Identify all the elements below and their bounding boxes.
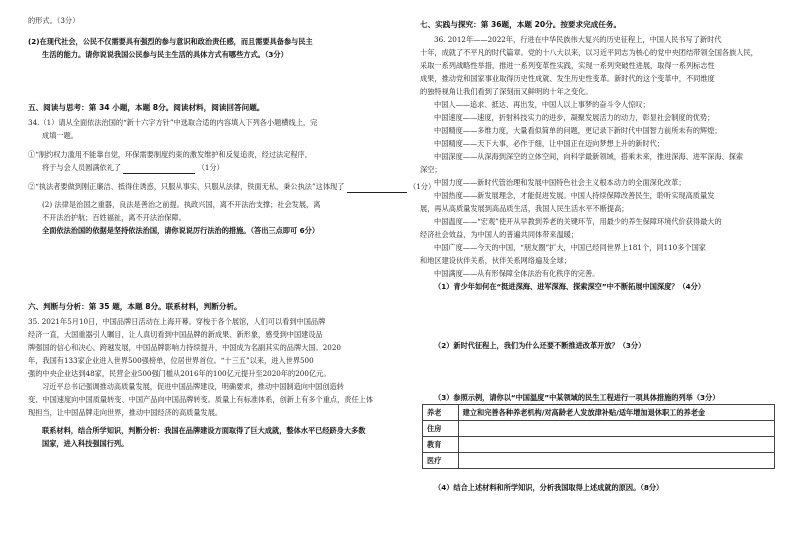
q34-item1-text: 将于与会人员圆满依礼了 bbox=[42, 163, 122, 172]
q36-material-line9: 中国精度——天下大事，必作于细，让中国正在迈向梦想上升的新时代； bbox=[434, 139, 665, 148]
q34-item1-line2 bbox=[28, 161, 224, 174]
q34-part2-line1: (2) 法律是治国之重器，良法是善治之前提。执政兴国，离不开法治支撑；社会发展，离 bbox=[42, 200, 321, 209]
section-5-title: 五、阅读与思考：第 34 小题，本题 8分。阅读材料，阅读回答问题。 bbox=[28, 103, 265, 112]
table-answer-education[interactable] bbox=[458, 437, 774, 453]
section-6-title: 六、判断与分析：第 35 题，本题 8分。联系材料，判断分析。 bbox=[28, 302, 242, 311]
q35-material-line5: 强的中央企业达到48家，民营企业500强门槛从2016年的100亿元提升至2020年的200亿元。 bbox=[28, 369, 331, 378]
q34-item1-line1: ①“制约权力滥用不能靠自觉，环保需要制度约束的激发维护和反复追责，经过法定程序， bbox=[28, 150, 312, 159]
q36-material-line19: 中国满度——从有形保障全体法治有化秩序的完善。 bbox=[434, 269, 600, 278]
q34-item1-score: （1分） bbox=[197, 163, 224, 172]
table-example-answer: 建立和完善各种养老机构/对高龄老人发放津补贴/适年增加退休职工的养老金 bbox=[458, 405, 774, 421]
q36-subquestion-4: （4）结合上述材料和所学知识，分析我国取得上述成就的原因。（8分） bbox=[434, 483, 664, 492]
q36-material-line1: 36. 2012年——2022年，行进在中华民族伟大复兴的历史征程上，中国人民书写了新时代 bbox=[434, 35, 722, 44]
q36-material-line15: 中国温度——“宏观”使开从早教到养老的关键环节，用最少的养生保障环境代价获得最大的 bbox=[434, 217, 722, 226]
q36-material-line3: 采取一系列战略性举措，推进一系列变革性实践，实现一系列突破性进展，取得一系列标志性 bbox=[420, 61, 715, 70]
q35-material-line7: 变、中国速度向中国质量转变、中国产品向中国品牌转变。质量上有标准体系，创新上有多个重点，责任上体 bbox=[28, 395, 374, 404]
livelihood-table bbox=[422, 404, 775, 469]
q36-material-line7: 中国速度——速度，折射科技实力的进步，凝聚发展活力的动力，彰显社会制度的优势； bbox=[434, 113, 715, 122]
table-answer-housing[interactable] bbox=[458, 421, 774, 437]
q35-material-line3: 牌强国的信心和决心。跨越发展，中国品牌影响力持续提升，中国成为名副其实的品牌大国。2020 bbox=[28, 343, 341, 352]
q36-material-line17: 中国广度——今天的中国，“朋友圈”扩大，中国已经同世界上181个，同110多个国家 bbox=[434, 243, 706, 252]
q36-material-line14: 展，再从高质量发展到高品质生活，我国人民生活水平不断提高； bbox=[420, 204, 629, 213]
q34-prompt-line2: 成填一题。 bbox=[42, 131, 78, 140]
q36-material-line2: 十年，成就了不平凡的时代篇章。党的十八大以来，以习近平同志为核心的党中央团结带领全国各族人民， bbox=[420, 48, 758, 57]
q35-question-line2: 国家，进入科技强国行列。 bbox=[42, 439, 129, 448]
q35-material-line2: 经济一直，大国重器引人瞩目，让人真切看到中国品牌的新成果、新形象，感受到中国建设品 bbox=[28, 330, 323, 339]
q36-material-line13: 中国热度——新发展理念，才能促进发展。中国人持续保障改善民生，聆听实现高质量发 bbox=[434, 191, 715, 200]
table-label-medical: 医疗 bbox=[423, 453, 459, 469]
q34-item2-line bbox=[28, 180, 435, 193]
q35-material-line1: 35. 2021年5月10日，中国品牌日活动在上海开幕。穿梭于各个展馆，人们可以看到中国品牌 bbox=[28, 317, 326, 326]
q34-item2-score: （1分） bbox=[409, 182, 436, 191]
table-answer-medical[interactable] bbox=[458, 453, 774, 469]
q35-material-line4: 年，我国有133家企业进入世界500强榜单，位居世界首位。“十三五”以来，进入世界500 bbox=[28, 356, 314, 365]
q34-part2-line3: 全面依法治国的依据是坚持依法治国，请你说说厉行法治的措施。（答出三点即可 6分） bbox=[42, 226, 320, 235]
table-row bbox=[423, 437, 775, 453]
q35-question-line1: 联系材料，结合所学知识，判断分析：我国在品牌建设方面取得了巨大成就，整体水平已经跻身大多数 bbox=[42, 426, 366, 435]
table-row bbox=[423, 421, 775, 437]
table-row bbox=[423, 405, 775, 421]
q36-subquestion-2: （2）新时代征程上，我们为什么还要不断推进改革开放？（3分） bbox=[434, 341, 646, 350]
q34-part2-line2: 不开法治护航；百姓福祉，离不开法治保障。 bbox=[42, 213, 186, 222]
q36-material-line4: 成果，推动党和国家事业取得历史性成就、发生历史性变革。新时代的这个变革中，不同维度 bbox=[420, 74, 715, 83]
q36-material-line5: 的独特视角让我们看到了深刻而又鲜明的十年之变化。 bbox=[420, 87, 593, 96]
section-7-title: 七、实践与探究：第 36题，本题 20分。按要求完成任务。 bbox=[420, 20, 622, 29]
q36-material-line8: 中国精度——多维力度，大量看似简单的问题，更记录下新时代中国智力前所未有的辉煌； bbox=[434, 126, 722, 135]
q36-material-line6: 中国人——追求、抵达、再出发，中国人以上事梦的奋斗令人惊叹； bbox=[434, 100, 650, 109]
q35-material-line6: 习近平总书记强调推动高质量发展，促进中国品牌建设，明确要求，推动中国制造向中国创造转 bbox=[42, 382, 344, 391]
table-row bbox=[423, 453, 775, 469]
q34-item1-blank[interactable] bbox=[123, 165, 195, 174]
table-label-education: 教育 bbox=[423, 437, 459, 453]
q36-subquestion-3: （3）参照示例，请你以“中国温度”中某领域的民生工程进行一项具体措施的列举（3分） bbox=[434, 393, 720, 402]
q34-item2-text: ②“执法者要做到刚正廉洁、抵得住诱惑，只服从事实，只服从法律，铁面无私，秉公执法”这体现了 bbox=[28, 182, 345, 191]
q36-material-line18: 和地区建设伙伴关系，伙伴关系网络遍及全球； bbox=[420, 256, 571, 265]
table-label-housing: 住房 bbox=[423, 421, 459, 437]
q36-material-line10: 中国深度——从深海到深空的立体空间，向科学最新领域，搭乘未来，推进深海、进军深海、探索 bbox=[434, 152, 744, 161]
table-label-elderly-care: 养老 bbox=[423, 405, 459, 421]
q33-part2-line2: 生活的能力。请你说说我国公民参与民主生活的具体方式有哪些方式。（3分） bbox=[42, 50, 288, 59]
q35-material-line8: 现担当，让中国品牌走向世界，推动中国经济的高质量发展。 bbox=[28, 408, 223, 417]
q34-prompt-line1: 34.（1）请从全面依法治国的“新十六字方针”中选取合适的内容填入下列各小题横线上，完 bbox=[28, 118, 318, 127]
q36-material-line11: 深空； bbox=[420, 165, 442, 174]
q33-part2-line1: (2)在现代社会，公民不仅需要具有强烈的参与意识和政治责任感，而且需要具备参与民主 bbox=[28, 37, 313, 46]
prev-question-tail: 的形式。（3分） bbox=[28, 16, 80, 25]
q36-subquestion-1: （1）青少年如何在“挺进深海、进军深海、探索深空”中不断拓展中国深度？（4分） bbox=[434, 282, 706, 291]
q36-material-line16: 经济社会效益，为中国人的普遍共同体带来温暖； bbox=[420, 230, 579, 239]
q34-item2-blank[interactable] bbox=[347, 184, 407, 193]
q36-material-line12: 中国力度——新时代管治理和发展中国特色社会主义根本动力的全面深化改革； bbox=[434, 178, 686, 187]
